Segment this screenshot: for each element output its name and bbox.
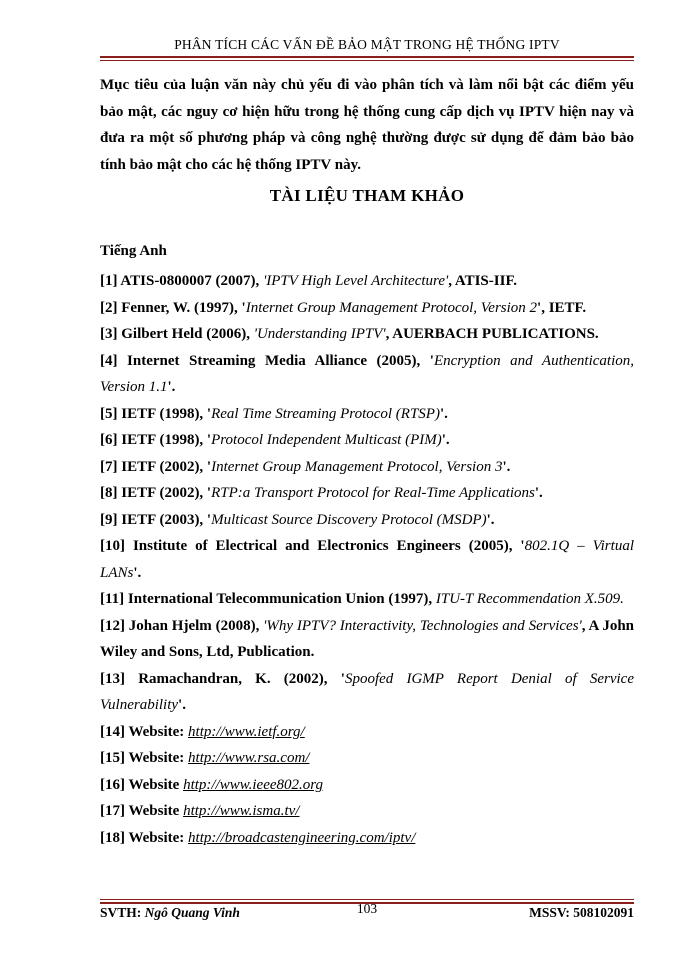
reference-item: [10] Institute of Electrical and Electronics Engineers (2005), '802.1Q – Virtual LANs'. <box>100 538 634 581</box>
reference-item: [9] IETF (2003), 'Multicast Source Discovery Protocol (MSDP)'. <box>100 511 495 528</box>
header-rule-thin <box>100 60 634 61</box>
footer-author: SVTH: Ngô Quang Vinh <box>100 905 240 920</box>
reference-list <box>100 268 634 851</box>
reference-website: [16] Website http://www.ieee802.org <box>100 776 324 793</box>
running-header-title: PHÂN TÍCH CÁC VẤN ĐỀ BẢO MẬT TRONG HỆ THỐNG IPTV <box>174 37 560 52</box>
reference-item: [12] Johan Hjelm (2008), 'Why IPTV? Interactivity, Technologies and Services', A John Wiley and Sons, Ltd, Publication. <box>100 617 634 660</box>
subsection-label: Tiếng Anh <box>100 243 167 259</box>
footer-student-id: MSSV: 508102091 <box>529 905 634 920</box>
reference-website: [18] Website: http://broadcastengineering.com/iptv/ <box>100 829 416 846</box>
page-number: 103 <box>356 901 378 916</box>
header-rule-thick <box>100 56 634 58</box>
reference-item: [4] Internet Streaming Media Alliance (2005), 'Encryption and Authentication, Version 1.1'. <box>100 352 634 395</box>
reference-item: [13] Ramachandran, K. (2002), 'Spoofed IGMP Report Denial of Service Vulnerability'. <box>100 670 634 713</box>
reference-item: [11] International Telecommunication Union (1997), ITU-T Recommendation X.509. <box>100 591 624 607</box>
website-link[interactable]: http://broadcastengineering.com/iptv/ <box>188 829 416 846</box>
reference-item: [5] IETF (1998), 'Real Time Streaming Protocol (RTSP)'. <box>100 405 448 422</box>
reference-item: [8] IETF (2002), 'RTP:a Transport Protocol for Real-Time Applications'. <box>100 485 543 501</box>
intro-paragraph: Mục tiêu của luận văn này chủ yếu đi vào phân tích và làm nổi bật các điểm yếu bảo mật, các nguy cơ hiện hữu trong hệ thống cung cấp dịch vụ IPTV hiện nay và đưa ra một số phương pháp và công nghệ thường được sử dụng để đảm bảo bảo tính bảo mật cho các hệ thống IPTV này. <box>100 77 634 173</box>
website-link[interactable]: http://www.ieee802.org <box>183 776 324 793</box>
reference-website: [14] Website: http://www.ietf.org/ <box>100 723 305 740</box>
website-link[interactable]: http://www.isma.tv/ <box>183 803 300 819</box>
website-link[interactable]: http://www.rsa.com/ <box>188 750 310 766</box>
footer-rule-thin <box>100 899 634 900</box>
reference-item: [2] Fenner, W. (1997), 'Internet Group Management Protocol, Version 2', IETF. <box>100 299 587 316</box>
reference-item: [6] IETF (1998), 'Protocol Independent Multicast (PIM)'. <box>100 432 450 448</box>
reference-website: [17] Website http://www.isma.tv/ <box>100 803 300 819</box>
website-link[interactable]: http://www.ietf.org/ <box>188 723 305 740</box>
reference-website: [15] Website: http://www.rsa.com/ <box>100 750 310 766</box>
reference-item: [3] Gilbert Held (2006), 'Understanding IPTV', AUERBACH PUBLICATIONS. <box>100 326 599 342</box>
section-heading: TÀI LIỆU THAM KHẢO <box>269 186 465 205</box>
reference-item: [1] ATIS-0800007 (2007), 'IPTV High Level Architecture', ATIS-IIF. <box>100 273 517 289</box>
reference-item: [7] IETF (2002), 'Internet Group Management Protocol, Version 3'. <box>100 458 511 475</box>
